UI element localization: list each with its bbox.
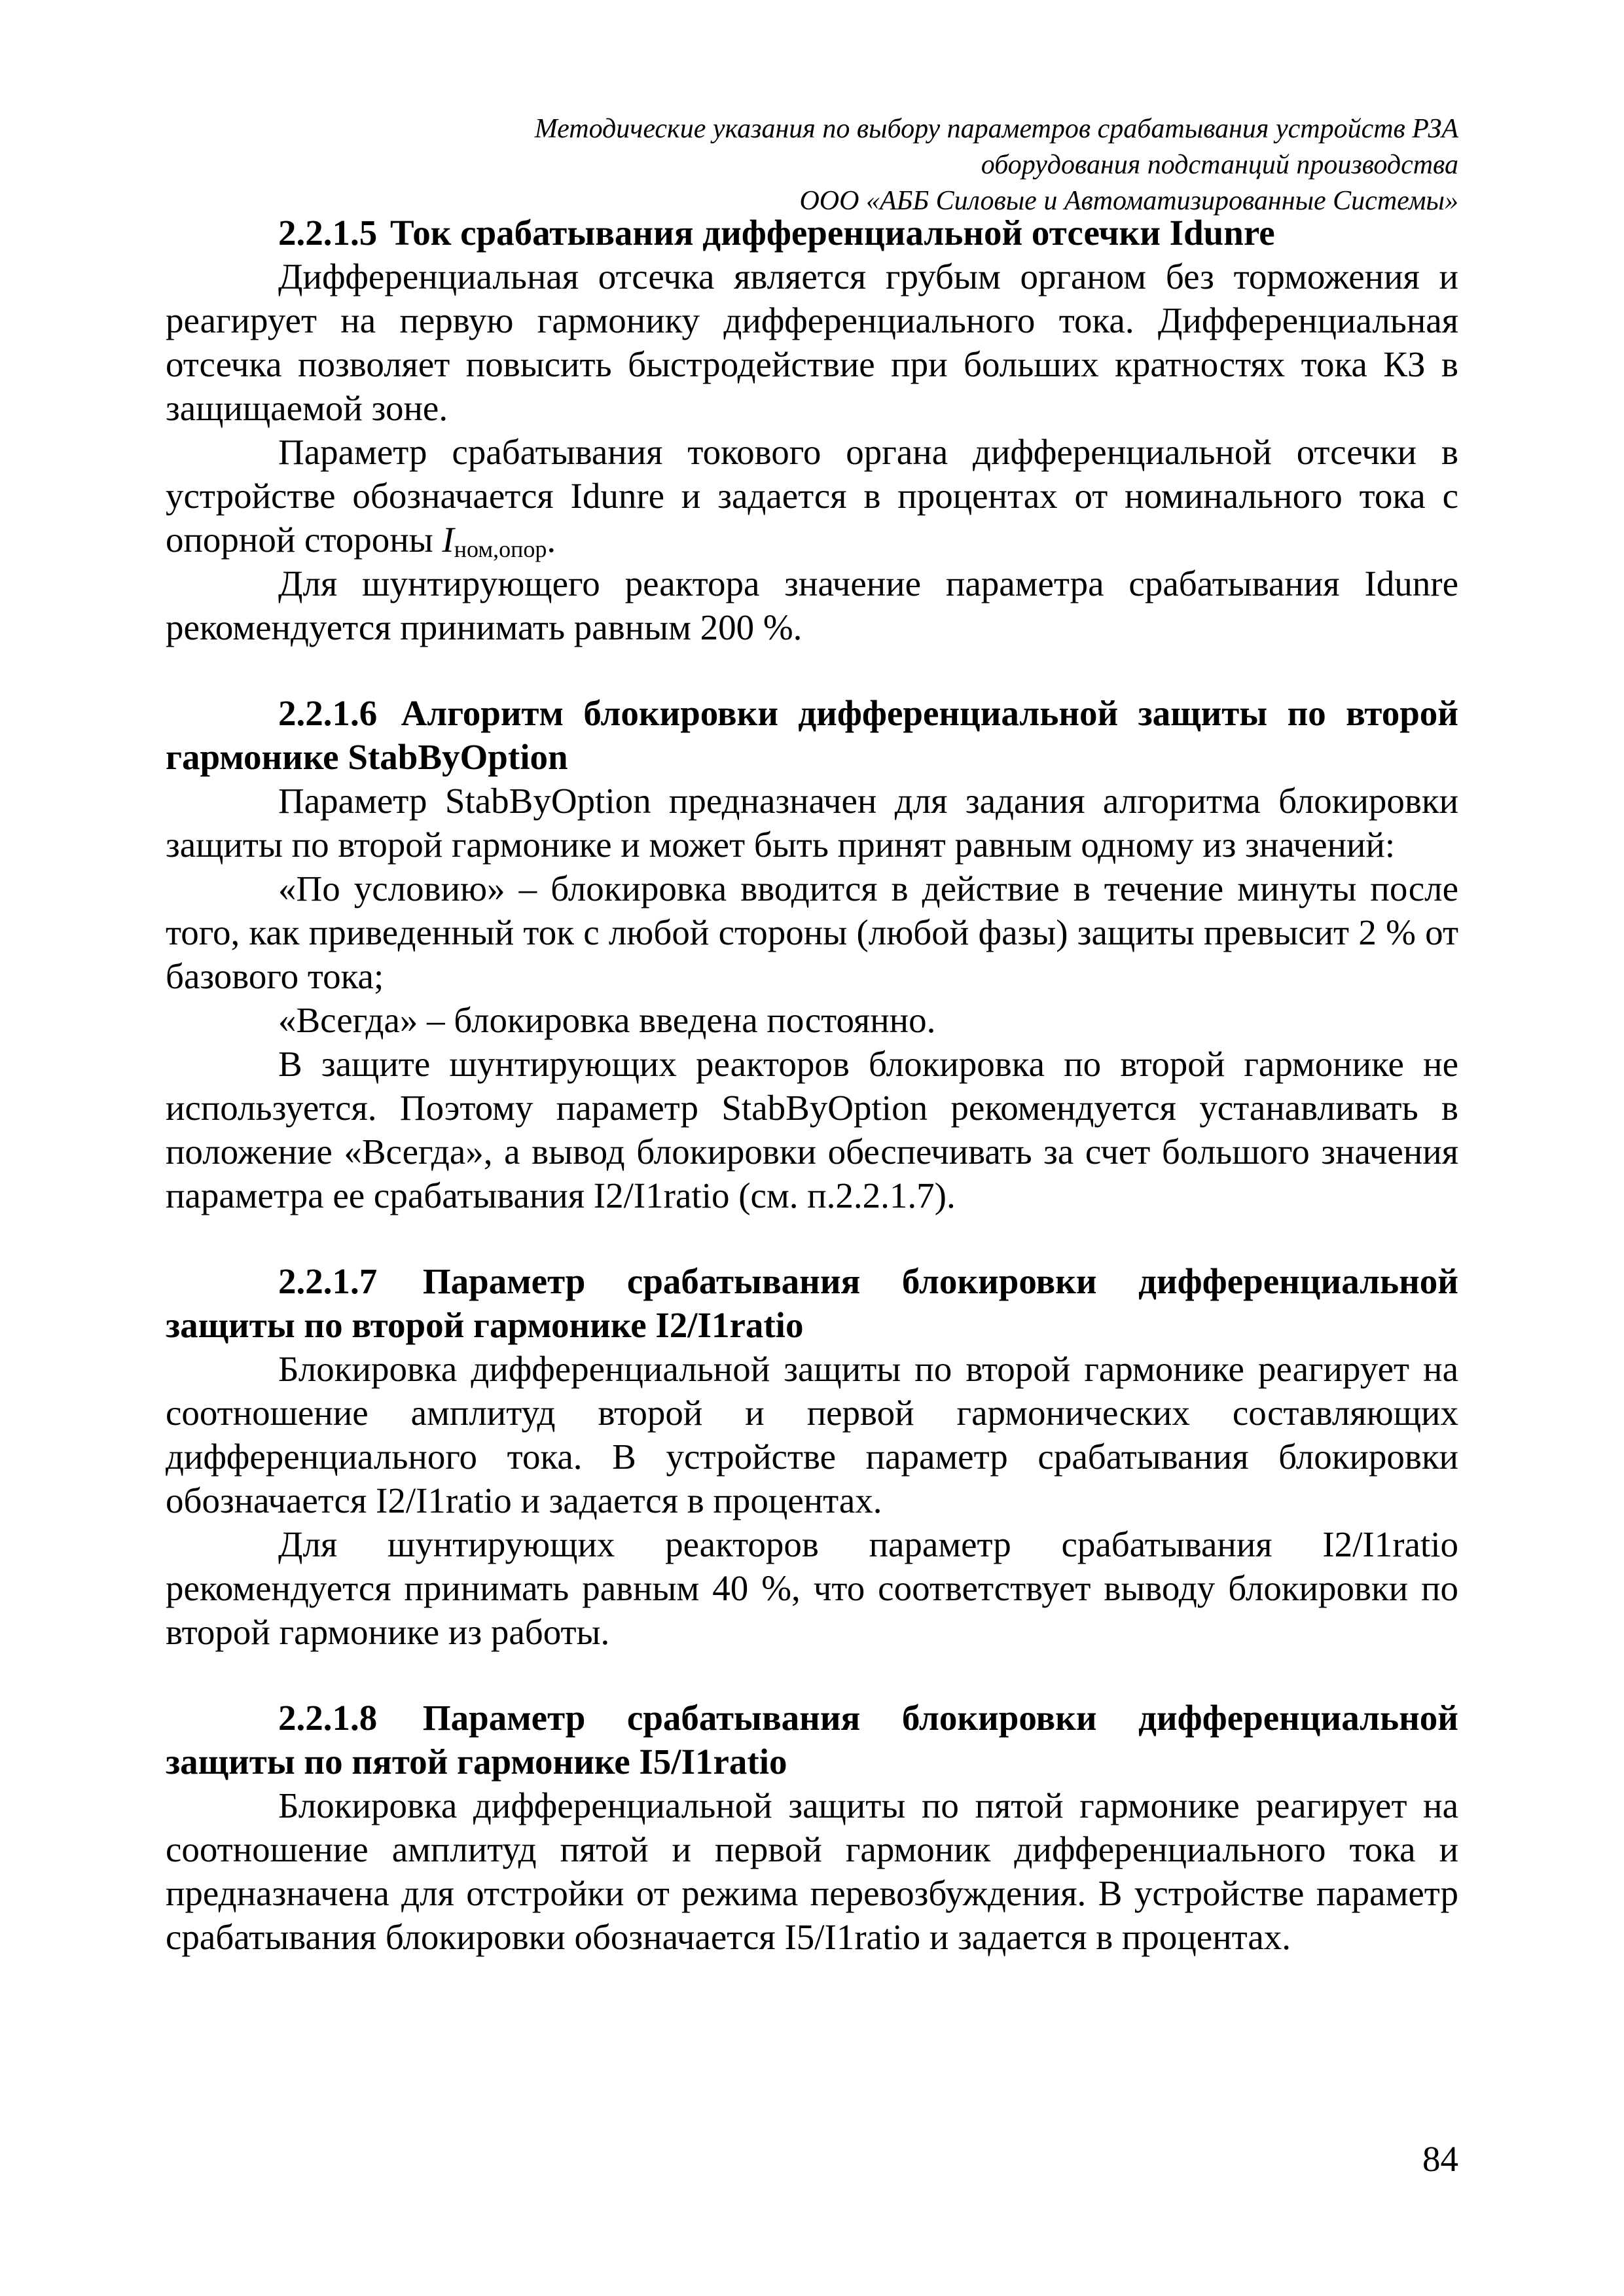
page-number: 84 (1422, 2139, 1458, 2179)
paragraph: Для шунтирующих реакторов параметр срабатывания I2/I1ratio рекомендуется принимать равным 40 %, что соответствует выводу блокировки по второй гармонике из работы. (166, 1524, 1458, 1652)
section-spacer (166, 1654, 1458, 1696)
section-spacer (166, 649, 1458, 691)
paragraph: «По условию» – блокировка вводится в действие в течение минуты после того, как приведенный ток с любой стороны (любой фазы) защиты превысит 2 % от базового тока; (166, 869, 1458, 996)
header-line-2: оборудования подстанций производства (981, 150, 1458, 180)
section-number: 2.2.1.7 (278, 1261, 378, 1301)
current-symbol: I (442, 520, 454, 560)
paragraph: «Всегда» – блокировка введена постоянно. (278, 1000, 936, 1040)
section-title: Алгоритм блокировки дифференциальной защиты по второй гармонике StabByOption (166, 693, 1458, 777)
section-spacer (166, 1217, 1458, 1259)
section-number: 2.2.1.6 (278, 693, 378, 733)
paragraph: Дифференциальная отсечка является грубым органом без торможения и реагирует на первую гармонику дифференциального тока. Дифференциальная отсечка позволяет повысить быстродействие при больших кратностях тока КЗ в защищаемой зоне. (166, 257, 1458, 428)
current-subscript: ном,опор (454, 536, 547, 562)
paragraph: В защите шунтирующих реакторов блокировка по второй гармонике не используется. Поэтому параметр StabByOption рекомендуется устанавливать в положение «Всегда», а вывод блокировки обеспечивать за счет большого значения параметра ее срабатывания I2/I1ratio (см. п.2.2.1.7). (166, 1044, 1458, 1215)
paragraph: Параметр StabByOption предназначен для задания алгоритма блокировки защиты по второй гармонике и может быть принят равным одному из значений: (166, 781, 1458, 865)
section-title: Ток срабатывания дифференциальной отсечки Idunre (390, 213, 1275, 253)
paragraph (166, 430, 1458, 562)
section-heading-2218 (166, 1696, 1458, 1784)
section-number: 2.2.1.5 (278, 213, 378, 253)
paragraph: Блокировка дифференциальной защиты по пятой гармонике реагирует на соотношение амплитуд пятой и первой гармоник дифференциального тока и предназначена для отстройки от режима перевозбуждения. В устройстве параметр срабатывания блокировки обозначается I5/I1ratio и задается в процентах. (166, 1785, 1458, 1957)
section-title: Параметр срабатывания блокировки дифференциальной защиты по пятой гармонике I5/I1ratio (166, 1698, 1459, 1782)
section-number: 2.2.1.8 (278, 1698, 378, 1738)
section-title: Параметр срабатывания блокировки дифференциальной защиты по второй гармонике I2/I1ratio (166, 1261, 1459, 1345)
paragraph: Блокировка дифференциальной защиты по второй гармонике реагирует на соотношение амплитуд второй и первой гармонических составляющих дифференциального тока. В устройстве параметр срабатывания блокировки обозначается I2/I1ratio и задается в процентах. (166, 1349, 1458, 1520)
section-heading-2217 (166, 1259, 1458, 1347)
header-line-1: Методические указания по выбору параметров срабатывания устройств РЗА (534, 114, 1458, 144)
paragraph-end: . (547, 520, 556, 560)
paragraph: Для шунтирующего реактора значение параметра срабатывания Idunre рекомендуется принимать равным 200 %. (166, 564, 1458, 647)
running-header (346, 111, 1458, 219)
section-heading-2216 (166, 691, 1458, 779)
page-body (166, 211, 1458, 1959)
section-heading-2215 (166, 211, 1458, 255)
header-line-3: ООО «АББ Силовые и Автоматизированные Системы» (799, 186, 1458, 216)
paragraph-text: Параметр срабатывания токового органа дифференциальной отсечки в устройстве обозначается Idunre и задается в процентах от номинального тока с опорной стороны (166, 432, 1458, 560)
